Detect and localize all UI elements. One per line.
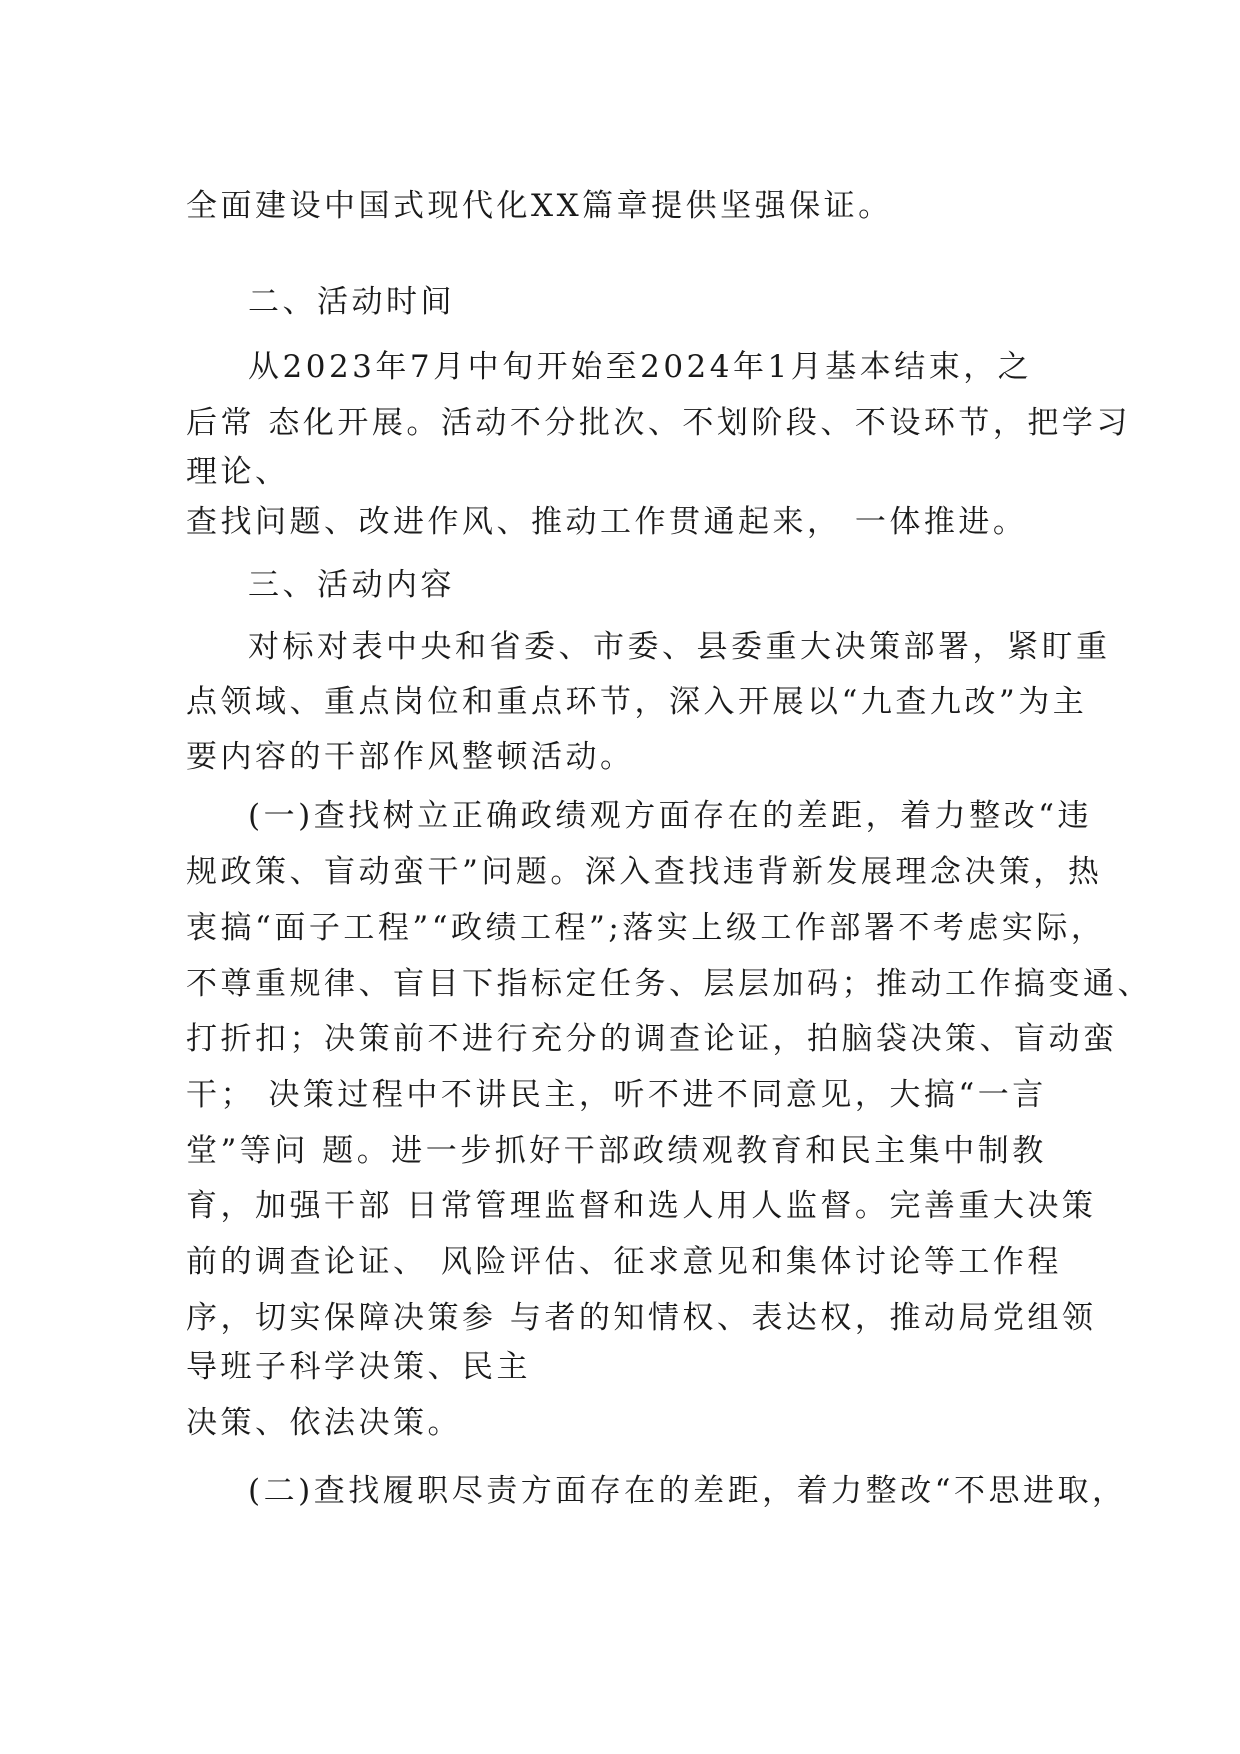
text-line: (一)查找树立正确政绩观方面存在的差距，着力整改“违	[248, 798, 1093, 834]
text-line: 干； 决策过程中不讲民主，听不进不同意见，大搞“一言	[186, 1077, 1047, 1113]
text-line: 序，切实保障决策参 与者的知情权、表达权，推动局党组领	[186, 1300, 1097, 1336]
text-line: 导班子科学决策、民主	[186, 1349, 531, 1385]
text-line: 衷搞“面子工程”“政绩工程”;落实上级工作部署不考虑实际，	[186, 910, 1106, 946]
text-line: 后常 态化开展。活动不分批次、不划阶段、不设环节，把学习	[186, 405, 1131, 441]
text-line: 查找问题、改进作风、推动工作贯通起来， 一体推进。	[186, 504, 1028, 540]
text-line: 决策、依法决策。	[186, 1405, 462, 1441]
text-line: (二)查找履职尽责方面存在的差距，着力整改“不思进取，	[248, 1473, 1127, 1509]
text-line: 打折扣；决策前不进行充分的调查论证，拍脑袋决策、盲动蛮	[186, 1021, 1118, 1057]
text-line: 堂”等问 题。进一步抓好干部政绩观教育和民主集中制教	[186, 1133, 1047, 1169]
text-line: 不尊重规律、盲目下指标定任务、层层加码；推动工作搞变通、	[186, 966, 1152, 1002]
text-line: 规政策、盲动蛮干”问题。深入查找违背新发展理念决策，热	[186, 854, 1103, 890]
section-heading: 三、活动内容	[248, 567, 455, 603]
text-line: 要内容的干部作风整顿活动。	[186, 739, 635, 775]
text-line: 育，加强干部 日常管理监督和选人用人监督。完善重大决策	[186, 1188, 1097, 1224]
text-line: 前的调查论证、 风险评估、征求意见和集体讨论等工作程	[186, 1244, 1062, 1280]
text-line: 理论、	[186, 454, 290, 490]
text-line: 点领域、重点岗位和重点环节，深入开展以“九查九改”为主	[186, 684, 1088, 720]
text-line: 对标对表中央和省委、市委、县委重大决策部署，紧盯重	[248, 629, 1111, 665]
section-heading: 二、活动时间	[248, 284, 455, 320]
text-line: 从2023年7月中旬开始至2024年1月基本结束，之	[248, 349, 1033, 385]
text-line: 全面建设中国式现代化XX篇章提供坚强保证。	[186, 188, 893, 224]
